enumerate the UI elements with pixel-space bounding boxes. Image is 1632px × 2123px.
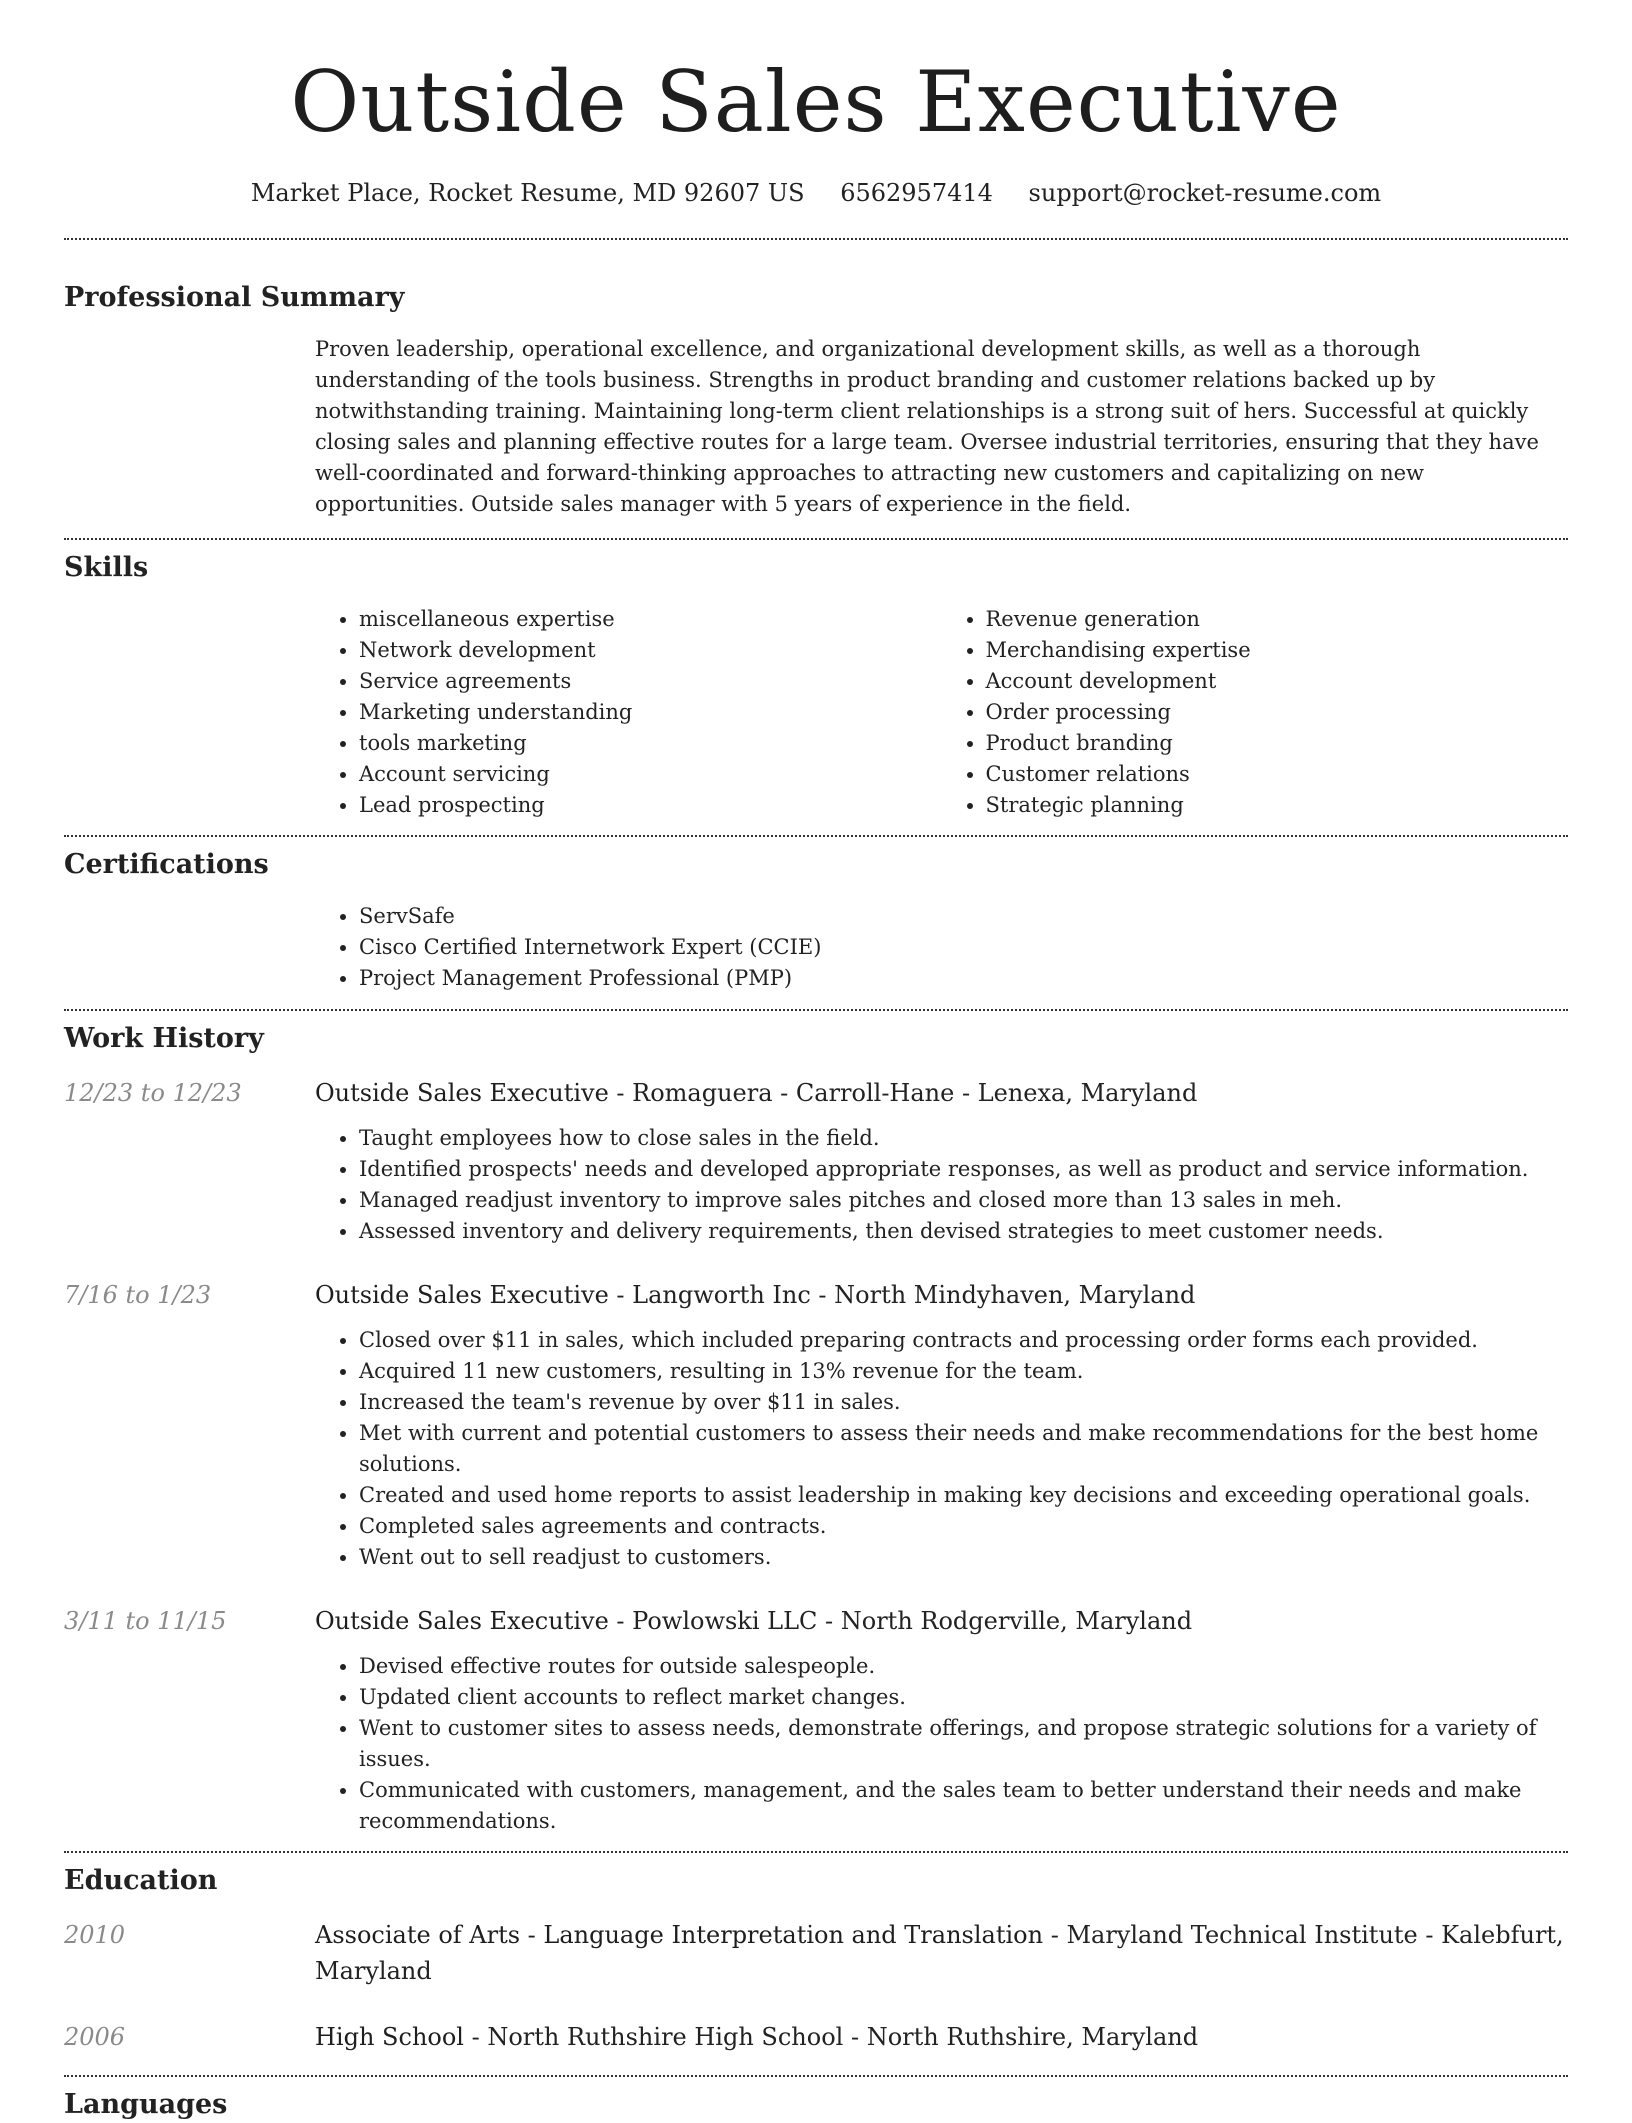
certification-item: • ServSafe [359, 901, 1568, 932]
skill-item: • Order processing [986, 697, 1569, 728]
job-dates: 3/11 to 11/15 [64, 1607, 227, 1635]
resume-name: Outside Sales Executive [290, 53, 1342, 151]
education-details: - North Ruthshire High School - North Ruthshire, Maryland [463, 2023, 1199, 2051]
certification-item: • Cisco Certified Internetwork Expert (CCIE) [359, 932, 1568, 963]
education-entry [64, 1917, 1568, 1989]
job-bullet: • Assessed inventory and delivery requirements, then devised strategies to meet customer needs. [359, 1216, 1568, 1247]
job-bullet: • Devised effective routes for outside salespeople. [359, 1651, 1568, 1682]
skills-list-right [942, 604, 1569, 821]
education-entry [64, 2019, 1568, 2055]
skill-item: • miscellaneous expertise [359, 604, 942, 635]
work-section [64, 1021, 1568, 1837]
summary-text: Proven leadership, operational excellence, and organizational development skills, as well as a thorough understanding of the tools business. Strengths in product branding and customer relations backed up by notwithstanding training. Maintaining long-term client relationships is a strong suit of hers. Successful at quickly closing sales and planning effective routes for a large team. Oversee industrial territories, ensuring that they have well-coordinated and forward-thinking approaches to attracting new customers and capitalizing on new opportunities. Outside sales manager with 5 years of experience in the field. [315, 337, 1539, 516]
certifications-list [315, 901, 1568, 994]
contact-phone: 6562957414 [840, 179, 993, 207]
skill-item: • Service agreements [359, 666, 942, 697]
resume-page [64, 0, 1568, 2123]
education-heading-line [315, 1917, 1568, 1989]
job-bullet: • Updated client accounts to reflect market changes. [359, 1682, 1568, 1713]
languages-heading: Languages [64, 2089, 228, 2120]
job-bullet: • Met with current and potential customers to assess their needs and make recommendations for the best home solutions. [359, 1418, 1568, 1480]
skills-heading: Skills [64, 552, 149, 583]
section-divider [64, 835, 1568, 837]
skill-item: • Network development [359, 635, 942, 666]
job-bullet: • Created and used home reports to assist leadership in making key decisions and exceeding operational goals. [359, 1480, 1568, 1511]
job-details: - Langworth Inc - North Mindyhaven, Maryland [608, 1281, 1196, 1309]
contact-address: Market Place, Rocket Resume, MD 92607 US [250, 179, 805, 207]
job-bullet: • Managed readjust inventory to improve sales pitches and closed more than 13 sales in meh. [359, 1185, 1568, 1216]
job-entry [64, 1075, 1568, 1247]
job-entry [64, 1603, 1568, 1837]
education-year: 2006 [64, 2023, 126, 2051]
summary-heading: Professional Summary [64, 282, 405, 313]
work-heading: Work History [64, 1023, 264, 1054]
section-divider [64, 1851, 1568, 1853]
job-bullet: • Went out to sell readjust to customers. [359, 1542, 1568, 1573]
job-dates: 12/23 to 12/23 [64, 1079, 242, 1107]
languages-section [64, 2087, 1568, 2123]
contact-email: support@rocket-resume.com [1028, 179, 1382, 207]
education-heading-line [315, 2019, 1568, 2055]
skills-list-left [315, 604, 942, 821]
section-divider [64, 2075, 1568, 2077]
skills-section [64, 550, 1568, 821]
skill-item: • Revenue generation [986, 604, 1569, 635]
job-bullet: • Went to customer sites to assess needs, demonstrate offerings, and propose strategic solutions for a variety of issues. [359, 1713, 1568, 1775]
job-heading [315, 1277, 1568, 1313]
job-bullets [315, 1123, 1568, 1247]
job-bullet: • Acquired 11 new customers, resulting in 13% revenue for the team. [359, 1356, 1568, 1387]
job-bullet: • Communicated with customers, management, and the sales team to better understand their needs and make recommendations. [359, 1775, 1568, 1837]
job-title: Outside Sales Executive [315, 1607, 609, 1635]
job-heading [315, 1075, 1568, 1111]
skill-item: • Marketing understanding [359, 697, 942, 728]
job-title: Outside Sales Executive [315, 1281, 609, 1309]
summary-section [64, 280, 1568, 520]
section-divider [64, 538, 1568, 540]
skill-item: • Account development [986, 666, 1569, 697]
certification-item: • Project Management Professional (PMP) [359, 963, 1568, 994]
job-bullet: • Identified prospects' needs and developed appropriate responses, as well as product and service information. [359, 1154, 1568, 1185]
skill-item: • Lead prospecting [359, 790, 942, 821]
certifications-heading: Certifications [64, 849, 269, 880]
job-title: Outside Sales Executive [315, 1079, 609, 1107]
education-section [64, 1863, 1568, 2055]
skill-item: • Account servicing [359, 759, 942, 790]
education-degree: Associate of Arts - Language Interpretation and Translation [315, 1921, 1044, 1949]
job-details: - Powlowski LLC - North Rodgerville, Maryland [608, 1607, 1193, 1635]
job-entry [64, 1277, 1568, 1573]
job-bullet: • Completed sales agreements and contracts. [359, 1511, 1568, 1542]
skill-item: • Merchandising expertise [986, 635, 1569, 666]
job-bullet: • Closed over $11 in sales, which included preparing contracts and processing order forms each provided. [359, 1325, 1568, 1356]
certifications-section [64, 847, 1568, 994]
job-heading [315, 1603, 1568, 1639]
education-degree: High School [315, 2023, 464, 2051]
skill-item: • Customer relations [986, 759, 1569, 790]
education-heading: Education [64, 1865, 218, 1896]
skill-item: • tools marketing [359, 728, 942, 759]
education-details: - Maryland Technical Institute - Kalebfurt, Maryland [315, 1921, 1564, 1985]
skill-item: • Product branding [986, 728, 1569, 759]
contact-line [64, 176, 1568, 210]
skill-item: • Strategic planning [986, 790, 1569, 821]
education-year: 2010 [64, 1921, 126, 1949]
job-dates: 7/16 to 1/23 [64, 1281, 212, 1309]
job-bullet: • Increased the team's revenue by over $11 in sales. [359, 1387, 1568, 1418]
job-bullet: • Taught employees how to close sales in the field. [359, 1123, 1568, 1154]
job-bullets [315, 1651, 1568, 1837]
section-divider [64, 238, 1568, 240]
job-bullets [315, 1325, 1568, 1573]
section-divider [64, 1009, 1568, 1011]
job-details: - Romaguera - Carroll-Hane - Lenexa, Maryland [608, 1079, 1198, 1107]
